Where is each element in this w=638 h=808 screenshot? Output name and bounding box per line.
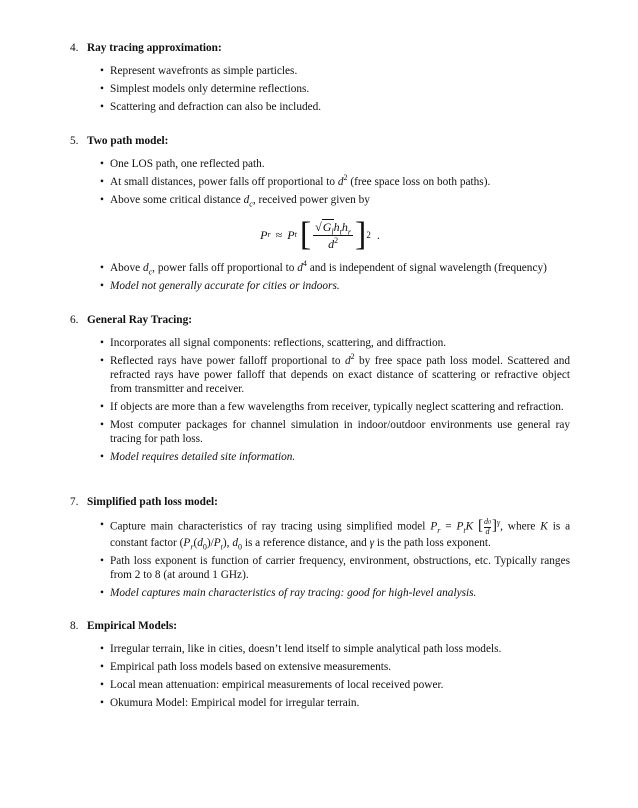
list-item: • At small distances, power falls off proportional to $d^2$ (free space loss on both paths). bbox=[100, 173, 491, 188]
bullet-icon: • bbox=[100, 158, 104, 170]
bullet-list bbox=[70, 157, 570, 207]
section-simplified-path-loss-model bbox=[70, 495, 570, 600]
bullet-icon: • bbox=[100, 679, 104, 691]
list-item: • One LOS path, one reflected path. bbox=[100, 158, 265, 170]
section-title: General Ray Tracing: bbox=[87, 314, 193, 326]
section-heading bbox=[70, 495, 570, 509]
bullet-list bbox=[70, 518, 570, 600]
bullet-icon: • bbox=[100, 280, 104, 292]
two-ray-power-formula: P r ≈ P t [ $\frac{√G_lh_th_r}{d^2}$ ] 2 . bbox=[260, 216, 380, 253]
section-general-ray-tracing bbox=[70, 313, 570, 464]
list-item: • Path loss exponent is function of carrier frequency, environment, obstructions, etc. Typically ranges from 2 to 8 (at around 1 GHz). bbox=[100, 555, 570, 581]
list-item: • Above $d_c$, power falls off proportional to $d^4$ and is independent of signal wavelength (frequency) bbox=[100, 259, 547, 277]
section-empirical-models bbox=[70, 619, 570, 710]
section-number: 8. bbox=[70, 620, 79, 632]
bullet-icon: • bbox=[100, 176, 104, 188]
list-item: • Local mean attenuation: empirical measurements of local received power. bbox=[100, 679, 444, 691]
list-item: • Empirical path loss models based on extensive measurements. bbox=[100, 661, 392, 673]
bullet-icon: • bbox=[100, 587, 104, 599]
list-item: • Represent wavefronts as simple particles. bbox=[100, 65, 298, 77]
bullet-icon: • bbox=[100, 194, 104, 206]
section-title: Ray tracing approximation: bbox=[87, 42, 222, 54]
bullet-list bbox=[70, 336, 570, 464]
section-title: Two path model: bbox=[87, 135, 169, 147]
bullet-icon: • bbox=[100, 65, 104, 77]
bullet-icon: • bbox=[100, 555, 104, 567]
list-item: • If objects are more than a few wavelengths from receiver, typically neglect scattering and refraction. bbox=[100, 401, 564, 413]
section-number: 5. bbox=[70, 135, 79, 147]
list-item: • Capture main characteristics of ray tracing using simplified model $P_r = P_tK$ [ $\frac{d0}{d}$ ]$^\gamma$, where K is a constant factor $(P_r(d_0)/P_t)$, $d_0$ is a reference distance, and γ is the path loss exponent. bbox=[100, 517, 571, 552]
list-item: • Model not generally accurate for cities or indoors. bbox=[100, 280, 340, 292]
bullet-icon: • bbox=[100, 101, 104, 113]
list-item: • Incorporates all signal components: reflections, scattering, and diffraction. bbox=[100, 337, 447, 349]
bullet-icon: • bbox=[100, 697, 104, 709]
section-number: 7. bbox=[70, 496, 79, 508]
section-heading bbox=[70, 134, 570, 148]
list-item: • Above some critical distance $d_c$, received power given by bbox=[100, 194, 370, 209]
bullet-list bbox=[70, 64, 570, 114]
bullet-icon: • bbox=[100, 419, 104, 431]
bullet-list bbox=[70, 261, 570, 293]
bullet-icon: • bbox=[100, 83, 104, 95]
bullet-icon: • bbox=[100, 643, 104, 655]
list-item: • Most computer packages for channel simulation in indoor/outdoor environments use general ray tracing for path loss. bbox=[100, 419, 570, 445]
list-item: • Reflected rays have power falloff proportional to $d^2$ by free space path loss model. Scattered and refracted rays have power falloff that depends on exact distance of scattering or refractive object from transmitter and receiver. bbox=[100, 352, 571, 395]
bullet-icon: • bbox=[100, 355, 104, 367]
list-item: • Scattering and defraction can also be included. bbox=[100, 101, 322, 113]
section-number: 6. bbox=[70, 314, 79, 326]
list-item: • Okumura Model: Empirical model for irregular terrain. bbox=[100, 697, 360, 709]
bullet-icon: • bbox=[100, 337, 104, 349]
bullet-icon: • bbox=[100, 262, 104, 274]
section-two-path-model bbox=[70, 134, 570, 293]
section-title: Empirical Models: bbox=[87, 620, 178, 632]
list-item: • Model requires detailed site information. bbox=[100, 451, 296, 463]
bullet-list bbox=[70, 642, 570, 710]
section-title: Simplified path loss model: bbox=[87, 496, 218, 508]
section-ray-tracing-approximation bbox=[70, 41, 570, 114]
section-heading bbox=[70, 41, 570, 55]
section-heading bbox=[70, 619, 570, 633]
bullet-icon: • bbox=[100, 661, 104, 673]
section-number: 4. bbox=[70, 42, 79, 54]
bullet-icon: • bbox=[100, 451, 104, 463]
bullet-icon: • bbox=[100, 519, 104, 531]
list-item: • Irregular terrain, like in cities, doesn’t lend itself to simple analytical path loss models. bbox=[100, 643, 502, 655]
list-item: • Simplest models only determine reflections. bbox=[100, 83, 310, 95]
section-heading bbox=[70, 313, 570, 327]
bullet-icon: • bbox=[100, 401, 104, 413]
list-item: • Model captures main characteristics of ray tracing: good for high-level analysis. bbox=[100, 587, 477, 599]
